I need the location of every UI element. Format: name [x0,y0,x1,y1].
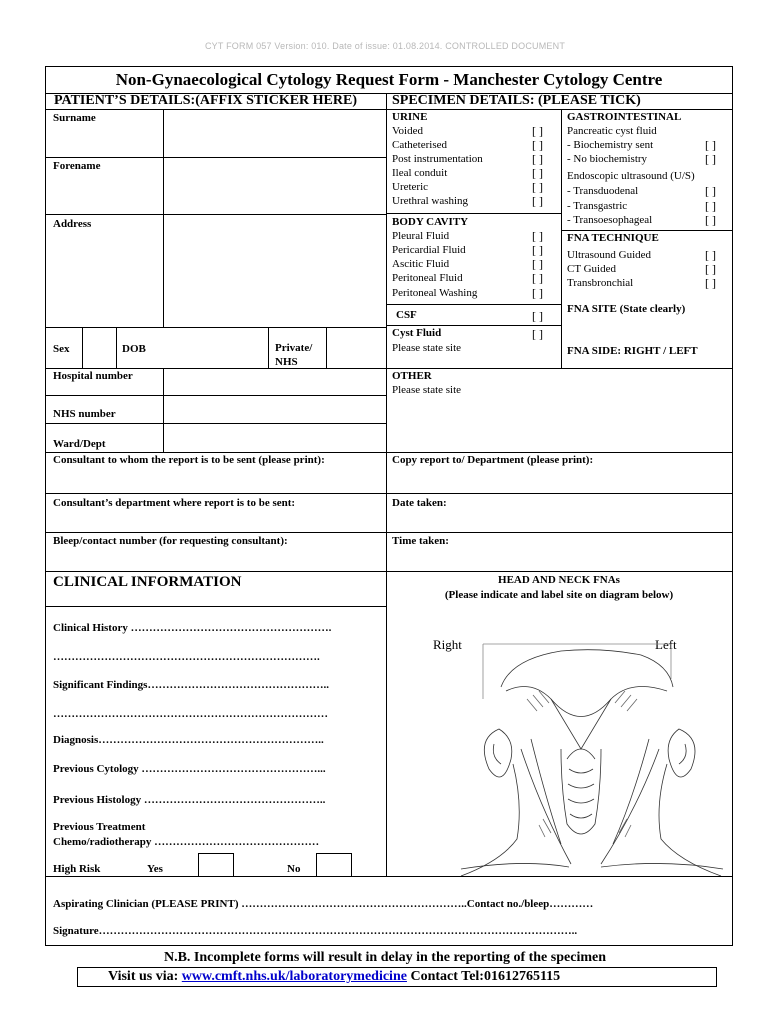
csf-label: CSF [396,309,417,321]
body-cavity-heading: BODY CAVITY [392,216,469,228]
ascitic-fluid: Ascitic Fluid [392,258,450,270]
transbronchial: Transbronchial [567,277,634,289]
fna-site-label: FNA SITE (State clearly) [567,303,686,315]
tick-ascitic-fluid[interactable]: [ ] [532,257,543,271]
patient-details-heading: PATIENT’S DETAILS:(AFFIX STICKER HERE) [54,93,357,108]
private-nhs-label: Private/ NHS [275,342,313,368]
tick-peritoneal-fluid[interactable]: [ ] [532,271,543,285]
high-risk-label: High Risk [53,863,101,875]
form-frame [45,66,733,946]
signature-line: Signature………………………………………………………………………………………………………………….. [53,925,578,937]
tick-transbronchial[interactable]: [ ] [705,276,716,290]
bleep-contact-label: Bleep/contact number (for requesting consultant): [53,535,288,547]
ct-guided: CT Guided [567,263,616,275]
form-title: Non-Gynaecological Cytology Request Form - Manchester Cytology Centre [115,70,663,89]
tick-transgastric[interactable]: [ ] [705,199,716,213]
hospital-number-label: Hospital number [53,370,133,382]
previous-histology: Previous Histology ………………………………………….. [53,794,326,806]
urine-post-instrumentation: Post instrumentation [392,153,483,165]
gastrointestinal-heading: GASTROINTESTINAL [567,111,682,123]
transoesophageal: - Transoesophageal [567,214,653,226]
time-taken-label: Time taken: [392,535,449,547]
ultrasound-guided: Ultrasound Guided [567,249,652,261]
significant-findings-cont: ………………………………………………………………… [53,708,328,720]
previous-cytology: Previous Cytology …………………………………………... [53,763,326,775]
tick-post-instrumentation[interactable]: [ ] [532,152,543,166]
tick-ureteric[interactable]: [ ] [532,180,543,194]
chemo-radiotherapy: Chemo/radiotherapy ……………………………………… [53,836,320,848]
tick-csf[interactable]: [ ] [532,309,543,323]
tick-urethral-washing[interactable]: [ ] [532,194,543,208]
ward-dept-label: Ward/Dept [53,438,106,450]
visit-prefix: Visit us via: [108,969,182,984]
consultant-department-label: Consultant’s department where report is to be sent: [53,497,296,509]
visit-box [77,967,717,987]
tick-cyst-fluid[interactable]: [ ] [532,327,543,341]
urine-urethral-washing: Urethral washing [392,195,469,207]
head-neck-title: HEAD AND NECK FNAs [498,574,620,586]
tick-transduodenal[interactable]: [ ] [705,184,716,198]
contact-tel: Contact Tel:01612765115 [406,969,561,984]
tick-pericardial-fluid[interactable]: [ ] [532,243,543,257]
specimen-details-heading: SPECIMEN DETAILS: (PLEASE TICK) [392,93,641,108]
urine-heading: URINE [392,111,428,123]
laboratory-medicine-link[interactable]: www.cmft.nhs.uk/laboratorymedicine [181,969,407,984]
transgastric: - Transgastric [567,200,628,212]
diagram-left-label: Left [655,637,677,652]
tick-transoesophageal[interactable]: [ ] [705,213,716,227]
previous-treatment: Previous Treatment [53,821,146,833]
transduodenal: - Transduodenal [567,185,639,197]
consultant-report-label: Consultant to whom the report is to be sent (please print): [53,454,325,466]
diagram-right-label: Right [433,637,462,652]
address-label: Address [53,218,92,230]
pericardial-fluid: Pericardial Fluid [392,244,466,256]
high-risk-yes-label: Yes [147,863,163,875]
aspirating-clinician-line: Aspirating Clinician (PLEASE PRINT) ……………………………………………………..Contact no./bleep………… [53,898,594,910]
peritoneal-washing: Peritoneal Washing [392,287,478,299]
other-site-note: Please state site [392,384,462,396]
neck-diagram[interactable] [441,639,741,876]
urine-ureteric: Ureteric [392,181,429,193]
pleural-fluid: Pleural Fluid [392,230,450,242]
significant-findings: Significant Findings………………………………………….. [53,679,329,691]
pancreatic-cyst-fluid: Pancreatic cyst fluid [567,125,657,137]
high-risk-no-label: No [287,863,301,875]
cyst-site-note: Please state site [392,342,462,354]
fna-side-label: FNA SIDE: RIGHT / LEFT [567,345,698,357]
other-heading: OTHER [392,370,432,382]
form-version-note: CYT FORM 057 Version: 010. Date of issue: 01.08.2014. CONTROLLED DOCUMENT [204,41,566,51]
sex-label: Sex [53,343,70,355]
forename-label: Forename [53,160,101,172]
cyst-fluid-label: Cyst Fluid [392,327,442,339]
tick-peritoneal-washing[interactable]: [ ] [532,286,543,300]
no-biochemistry: - No biochemistry [567,153,648,165]
tick-biochemistry-sent[interactable]: [ ] [705,138,716,152]
high-risk-yes-checkbox[interactable] [198,853,234,877]
urine-catheterised: Catheterised [392,139,447,151]
tick-ultrasound-guided[interactable]: [ ] [705,248,716,262]
tick-pleural-fluid[interactable]: [ ] [532,229,543,243]
tick-no-biochemistry[interactable]: [ ] [705,152,716,166]
diagnosis: Diagnosis…………………………………………………….. [53,734,324,746]
biochemistry-sent: - Biochemistry sent [567,139,654,151]
dob-label: DOB [122,343,146,355]
head-neck-subtitle: (Please indicate and label site on diagram below) [444,589,674,601]
clinical-info-heading: CLINICAL INFORMATION [53,574,242,590]
clinical-history: Clinical History ………………………………………………. [53,622,332,634]
tick-ct-guided[interactable]: [ ] [705,262,716,276]
fna-technique-heading: FNA TECHNIQUE [567,232,659,244]
date-taken-label: Date taken: [392,497,447,509]
surname-label: Surname [53,112,96,124]
clinical-history-cont: ………………………………………………………………. [53,651,320,663]
endoscopic-ultrasound: Endoscopic ultrasound (U/S) [567,170,695,182]
nhs-number-label: NHS number [53,408,116,420]
tick-voided[interactable]: [ ] [532,124,543,138]
high-risk-no-checkbox[interactable] [316,853,352,877]
incomplete-forms-note: N.B. Incomplete forms will result in delay in the reporting of the specimen [163,950,606,965]
urine-ileal-conduit: Ileal conduit [392,167,448,179]
urine-voided: Voided [392,125,423,137]
copy-report-label: Copy report to/ Department (please print): [392,454,594,466]
tick-ileal-conduit[interactable]: [ ] [532,166,543,180]
peritoneal-fluid: Peritoneal Fluid [392,272,463,284]
tick-catheterised[interactable]: [ ] [532,138,543,152]
visit-line [108,969,560,985]
